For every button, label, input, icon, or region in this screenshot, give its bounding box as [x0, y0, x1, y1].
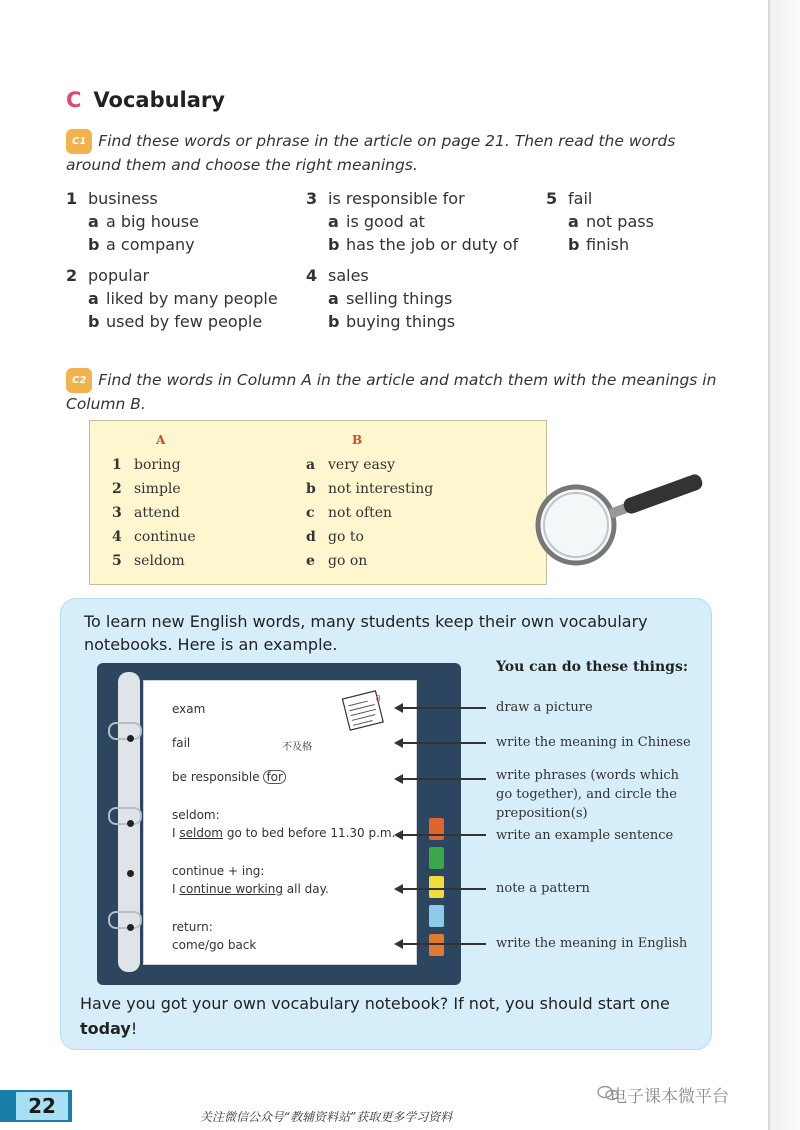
option-b: buying things [346, 312, 456, 331]
column-b-item: a very easy [306, 457, 395, 473]
column-a-item: 4 continue [112, 529, 196, 545]
arrow [402, 778, 486, 780]
arrow [402, 742, 486, 744]
question-5 [546, 187, 654, 256]
c1-instruction-text: Find these words or phrase in the article on page 21. Then read the words around them and choose the right meanings. [66, 132, 676, 174]
page-number: 22 [16, 1092, 68, 1120]
section-letter: C [66, 88, 82, 112]
column-a-item: 2 simple [112, 481, 181, 497]
question-number: 3 [306, 189, 318, 208]
option-letter: a [328, 289, 339, 308]
option-letter: b [328, 235, 340, 254]
option-letter: b [328, 312, 340, 331]
page-number-tab [0, 1090, 72, 1122]
binder-hole [127, 735, 134, 742]
c2-instruction-text: Find the words in Column A in the article and match them with the meanings in Column B. [66, 371, 717, 413]
question-word: is responsible for [328, 189, 465, 208]
section-heading [66, 88, 225, 112]
option-b: a company [106, 235, 195, 254]
notebook-tab [429, 934, 444, 956]
watermark: 电子课本微平台 [610, 1087, 729, 1107]
column-a-item: 3 attend [112, 505, 180, 521]
option-letter: a [88, 289, 99, 308]
option-letter: b [88, 235, 100, 254]
question-4 [306, 264, 455, 333]
option-a: is good at [346, 212, 425, 231]
entry-responsible: be responsible for [172, 770, 286, 784]
c1-badge: C1 [66, 129, 92, 154]
things-heading: You can do these things: [496, 659, 689, 675]
arrow [402, 943, 486, 945]
column-b-item: d go to [306, 529, 364, 545]
option-letter: a [88, 212, 99, 231]
question-number: 2 [66, 266, 78, 285]
exam-paper-icon [340, 690, 390, 732]
thing-item: write an example sentence [496, 828, 674, 843]
question-number: 4 [306, 266, 318, 285]
arrow [402, 834, 486, 836]
question-1 [66, 187, 199, 256]
magnifying-glass-icon [528, 470, 708, 570]
matching-box [89, 420, 547, 585]
c2-instruction [66, 368, 726, 416]
notebook-intro: To learn new English words, many students keep their own vocabulary notebooks. Here is an example. [84, 612, 648, 654]
binder-ring [108, 722, 142, 740]
entry-fail: fail [172, 736, 191, 750]
arrow [402, 707, 486, 709]
option-a: a big house [106, 212, 199, 231]
question-3 [306, 187, 518, 256]
question-word: sales [328, 266, 369, 285]
binder-ring [108, 807, 142, 825]
binder-hole [127, 820, 134, 827]
entry-fail-chinese: 不及格 [282, 742, 312, 753]
entry-seldom: seldom: [172, 808, 220, 822]
option-a: not pass [586, 212, 654, 231]
c1-instruction [66, 129, 706, 177]
binder-ring [108, 911, 142, 929]
page-edge [768, 0, 770, 1130]
option-a: selling things [346, 289, 453, 308]
question-word: fail [568, 189, 593, 208]
column-a-header: A [156, 433, 166, 447]
thing-item: draw a picture [496, 700, 593, 715]
column-a-item: 5 seldom [112, 553, 185, 569]
option-letter: b [568, 235, 580, 254]
option-b: used by few people [106, 312, 263, 331]
option-b: finish [586, 235, 630, 254]
circled-preposition: for [263, 770, 286, 784]
notebook-tab [429, 818, 444, 840]
notebook-tab [429, 876, 444, 898]
binder-hole [127, 870, 134, 877]
binder-hole [127, 924, 134, 931]
column-b-item: b not interesting [306, 481, 434, 497]
thing-item: write phrases (words which go together), and circle the preposition(s) [496, 768, 680, 821]
footer-note: 关注微信公众号“教辅资料站”获取更多学习资料 [200, 1110, 453, 1124]
question-number: 1 [66, 189, 78, 208]
entry-return: return: [172, 920, 213, 934]
entry-continue-sentence: I continue working all day. [172, 882, 329, 896]
question-word: business [88, 189, 158, 208]
question-number: 5 [546, 189, 558, 208]
c2-badge: C2 [66, 368, 92, 393]
page-gutter [770, 0, 800, 1130]
thing-item: write the meaning in Chinese [496, 735, 691, 750]
column-b-item: e go on [306, 553, 368, 569]
arrow [402, 888, 486, 890]
question-2 [66, 264, 278, 333]
column-a-item: 1 boring [112, 457, 181, 473]
entry-return-definition: come/go back [172, 938, 257, 952]
column-b-header: B [352, 433, 363, 447]
notebook-outro: Have you got your own vocabulary notebook? If not, you should start one today! [80, 994, 670, 1038]
svg-text:8: 8 [376, 694, 381, 703]
option-letter: b [88, 312, 100, 331]
option-letter: a [328, 212, 339, 231]
notebook-tab [429, 847, 444, 869]
question-word: popular [88, 266, 150, 285]
thing-item: write the meaning in English [496, 936, 688, 951]
column-b-item: c not often [306, 505, 393, 521]
notebook-tab [429, 905, 444, 927]
entry-exam: exam [172, 702, 206, 716]
entry-continue: continue + ing: [172, 864, 265, 878]
option-b: has the job or duty of [346, 235, 519, 254]
option-a: liked by many people [106, 289, 278, 308]
option-letter: a [568, 212, 579, 231]
section-title: Vocabulary [93, 88, 225, 112]
thing-item: note a pattern [496, 881, 590, 896]
entry-seldom-sentence: I seldom go to bed before 11.30 p.m. [172, 826, 396, 840]
